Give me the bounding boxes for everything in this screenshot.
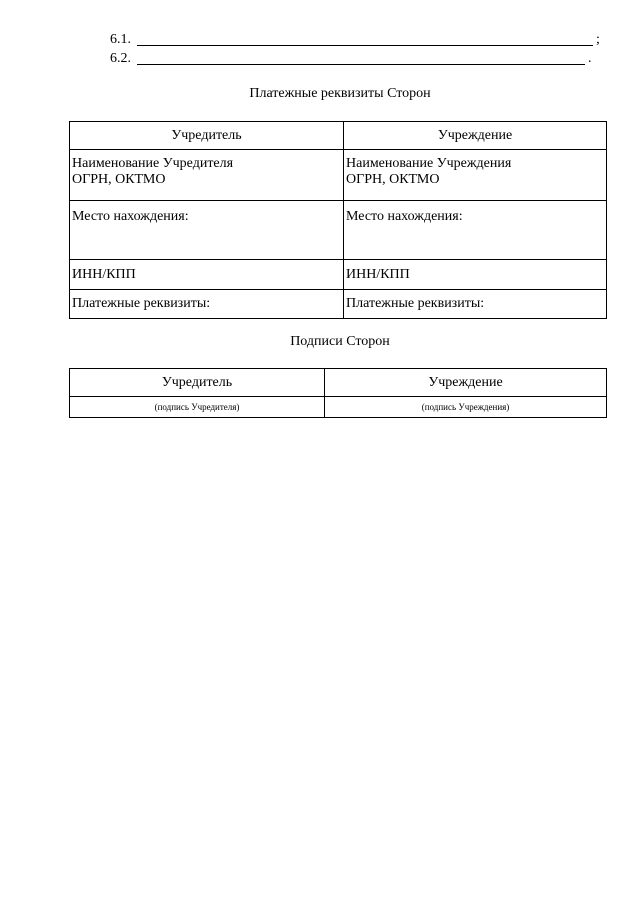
founder-column-header: Учредитель bbox=[70, 122, 344, 150]
clause-end-mark: . bbox=[588, 51, 592, 66]
founder-ids-label: ОГРН, ОКТМО bbox=[72, 172, 166, 187]
founder-inn-cell: ИНН/КПП bbox=[70, 260, 344, 290]
fill-in-line bbox=[137, 64, 585, 65]
requisites-title: Платежные реквизиты Сторон bbox=[249, 86, 431, 101]
founder-signature-header: Учредитель bbox=[70, 369, 325, 397]
requisites-table bbox=[69, 121, 607, 319]
fill-in-line bbox=[137, 45, 593, 46]
signatures-title: Подписи Сторон bbox=[290, 334, 390, 349]
founder-signature-caption: (подпись Учредителя) bbox=[70, 397, 325, 418]
institution-name-label: Наименование Учреждения bbox=[346, 156, 512, 171]
institution-ids-label: ОГРН, ОКТМО bbox=[346, 172, 440, 187]
signatures-table bbox=[69, 368, 607, 418]
clause-number: 6.1. bbox=[110, 32, 131, 47]
clause-number: 6.2. bbox=[110, 51, 131, 66]
institution-name-cell bbox=[344, 150, 607, 201]
founder-name-label: Наименование Учредителя bbox=[72, 156, 234, 171]
institution-payment-cell: Платежные реквизиты: bbox=[344, 290, 607, 319]
institution-location-cell: Место нахождения: bbox=[344, 201, 607, 260]
founder-name-cell bbox=[70, 150, 344, 201]
founder-payment-cell: Платежные реквизиты: bbox=[70, 290, 344, 319]
institution-signature-header: Учреждение bbox=[325, 369, 607, 397]
founder-location-cell: Место нахождения: bbox=[70, 201, 344, 260]
institution-signature-caption: (подпись Учреждения) bbox=[325, 397, 607, 418]
institution-inn-cell: ИНН/КПП bbox=[344, 260, 607, 290]
institution-column-header: Учреждение bbox=[344, 122, 607, 150]
clause-end-mark: ; bbox=[596, 32, 600, 47]
